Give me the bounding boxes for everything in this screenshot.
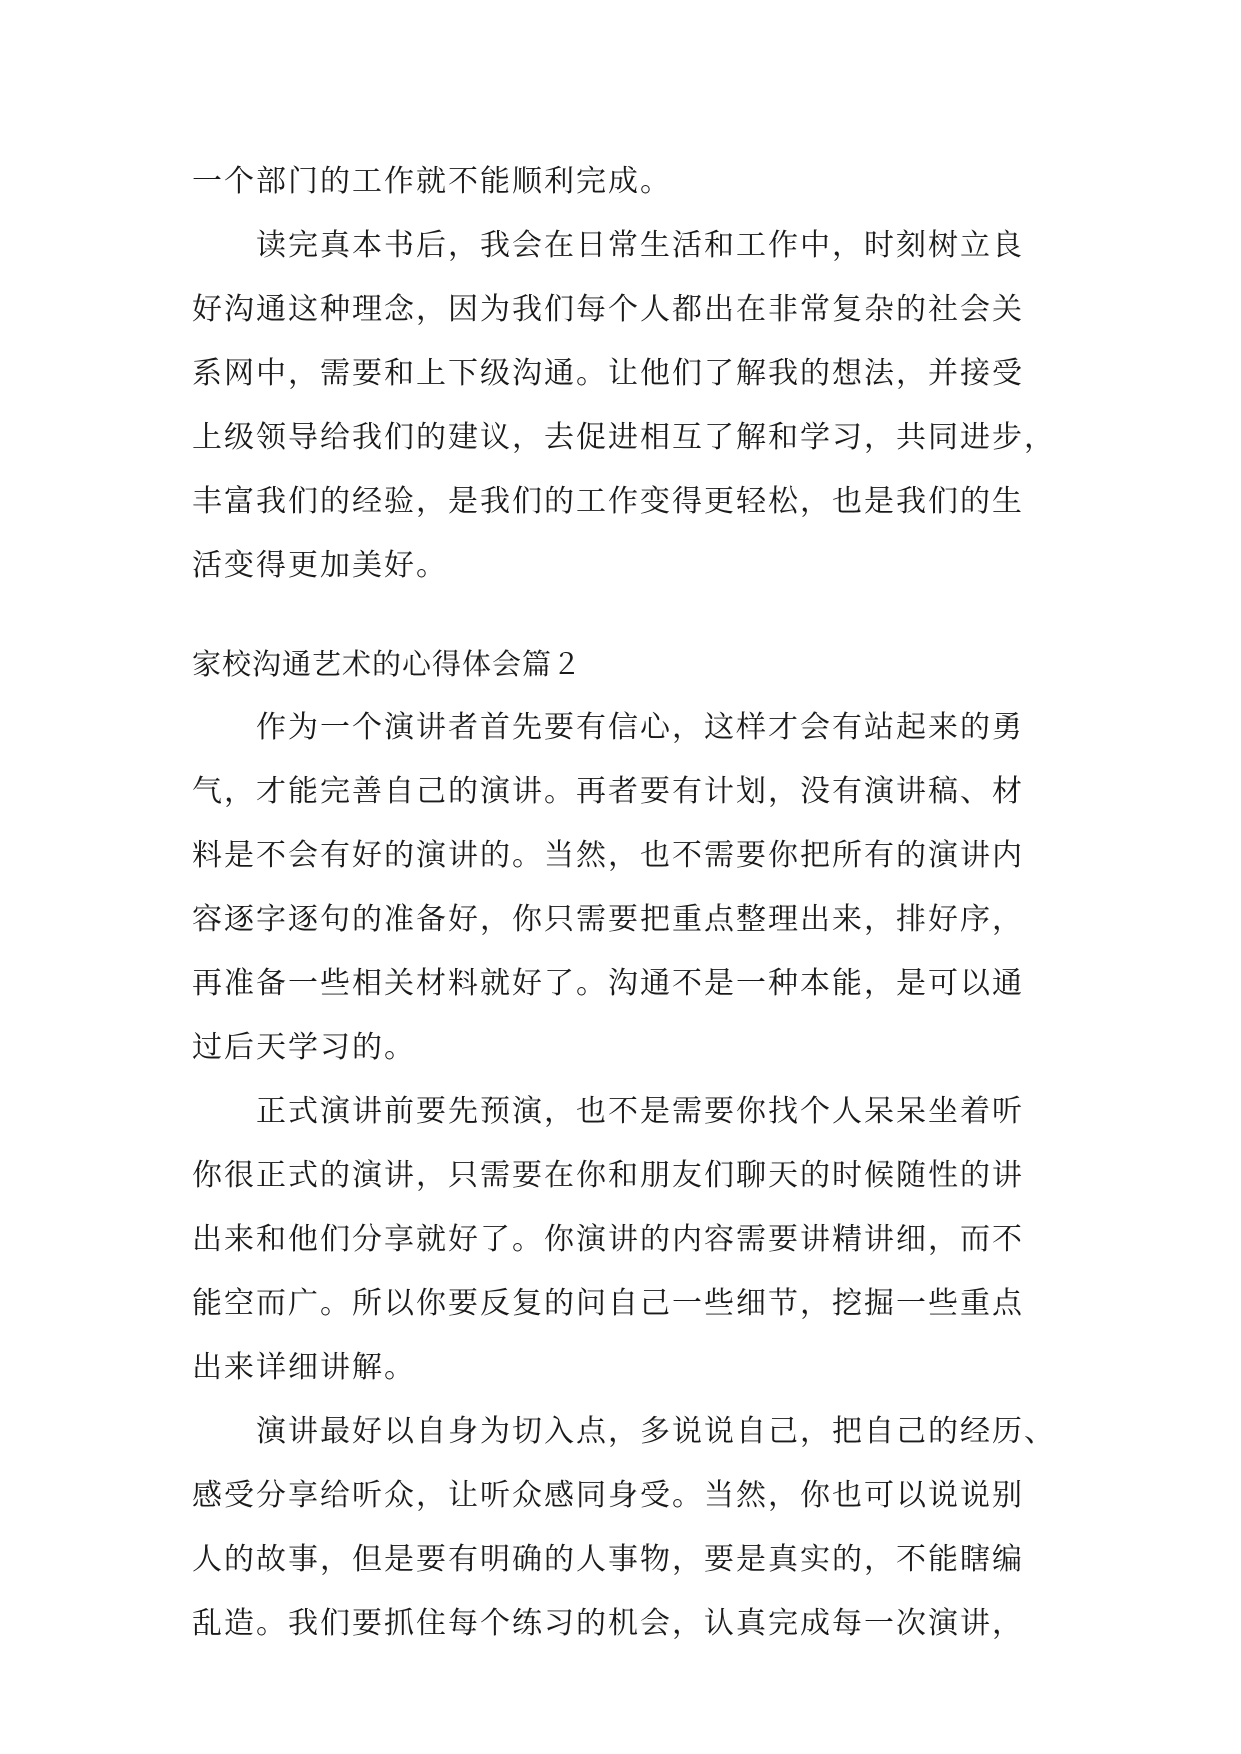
text-line: 你很正式的演讲，只需要在你和朋友们聊天的时候随性的讲 xyxy=(192,1158,1024,1193)
text-line: 感受分享给听众，让听众感同身受。当然，你也可以说说别 xyxy=(192,1478,1024,1513)
text-line: 一个部门的工作就不能顺利完成。 xyxy=(192,164,672,199)
paragraph-personal-story xyxy=(192,1400,1056,1656)
text-line: 系网中，需要和上下级沟通。让他们了解我的想法，并接受 xyxy=(192,356,1024,391)
text-line: 出来详细讲解。 xyxy=(192,1350,416,1385)
document-page xyxy=(192,150,1056,1656)
paragraph-confidence xyxy=(192,696,1052,1080)
text-line: 读完真本书后，我会在日常生活和工作中，时刻树立良 xyxy=(256,228,1024,263)
text-line: 容逐字逐句的准备好，你只需要把重点整理出来，排好序， xyxy=(192,902,1024,937)
text-line: 丰富我们的经验，是我们的工作变得更轻松，也是我们的生 xyxy=(192,484,1024,519)
text-line: 再准备一些相关材料就好了。沟通不是一种本能，是可以通 xyxy=(192,966,1024,1001)
text-line: 演讲最好以自身为切入点，多说说自己，把自己的经历、 xyxy=(256,1414,1056,1449)
text-line: 作为一个演讲者首先要有信心，这样才会有站起来的勇 xyxy=(256,710,1024,745)
section-title: 家校沟通艺术的心得体会篇２ xyxy=(192,647,583,681)
paragraph-reading-reflection xyxy=(192,214,1056,598)
text-line: 好沟通这种理念，因为我们每个人都出在非常复杂的社会关 xyxy=(192,292,1024,327)
text-line: 正式演讲前要先预演，也不是需要你找个人呆呆坐着听 xyxy=(256,1094,1024,1129)
text-line: 气，才能完善自己的演讲。再者要有计划，没有演讲稿、材 xyxy=(192,774,1024,809)
text-line: 能空而广。所以你要反复的问自己一些细节，挖掘一些重点 xyxy=(192,1286,1024,1321)
paragraph-rehearsal xyxy=(192,1080,1052,1400)
text-line: 人的故事，但是要有明确的人事物，要是真实的，不能瞎编 xyxy=(192,1542,1024,1577)
text-line: 过后天学习的。 xyxy=(192,1030,416,1065)
text-line: 活变得更加美好。 xyxy=(192,548,448,583)
text-line: 料是不会有好的演讲的。当然，也不需要你把所有的演讲内 xyxy=(192,838,1024,873)
text-line: 乱造。我们要抓住每个练习的机会，认真完成每一次演讲， xyxy=(192,1606,1024,1641)
paragraph-continuation xyxy=(192,150,1052,214)
text-line: 出来和他们分享就好了。你演讲的内容需要讲精讲细，而不 xyxy=(192,1222,1024,1257)
text-line: 上级领导给我们的建议，去促进相互了解和学习，共同进步， xyxy=(192,420,1056,455)
